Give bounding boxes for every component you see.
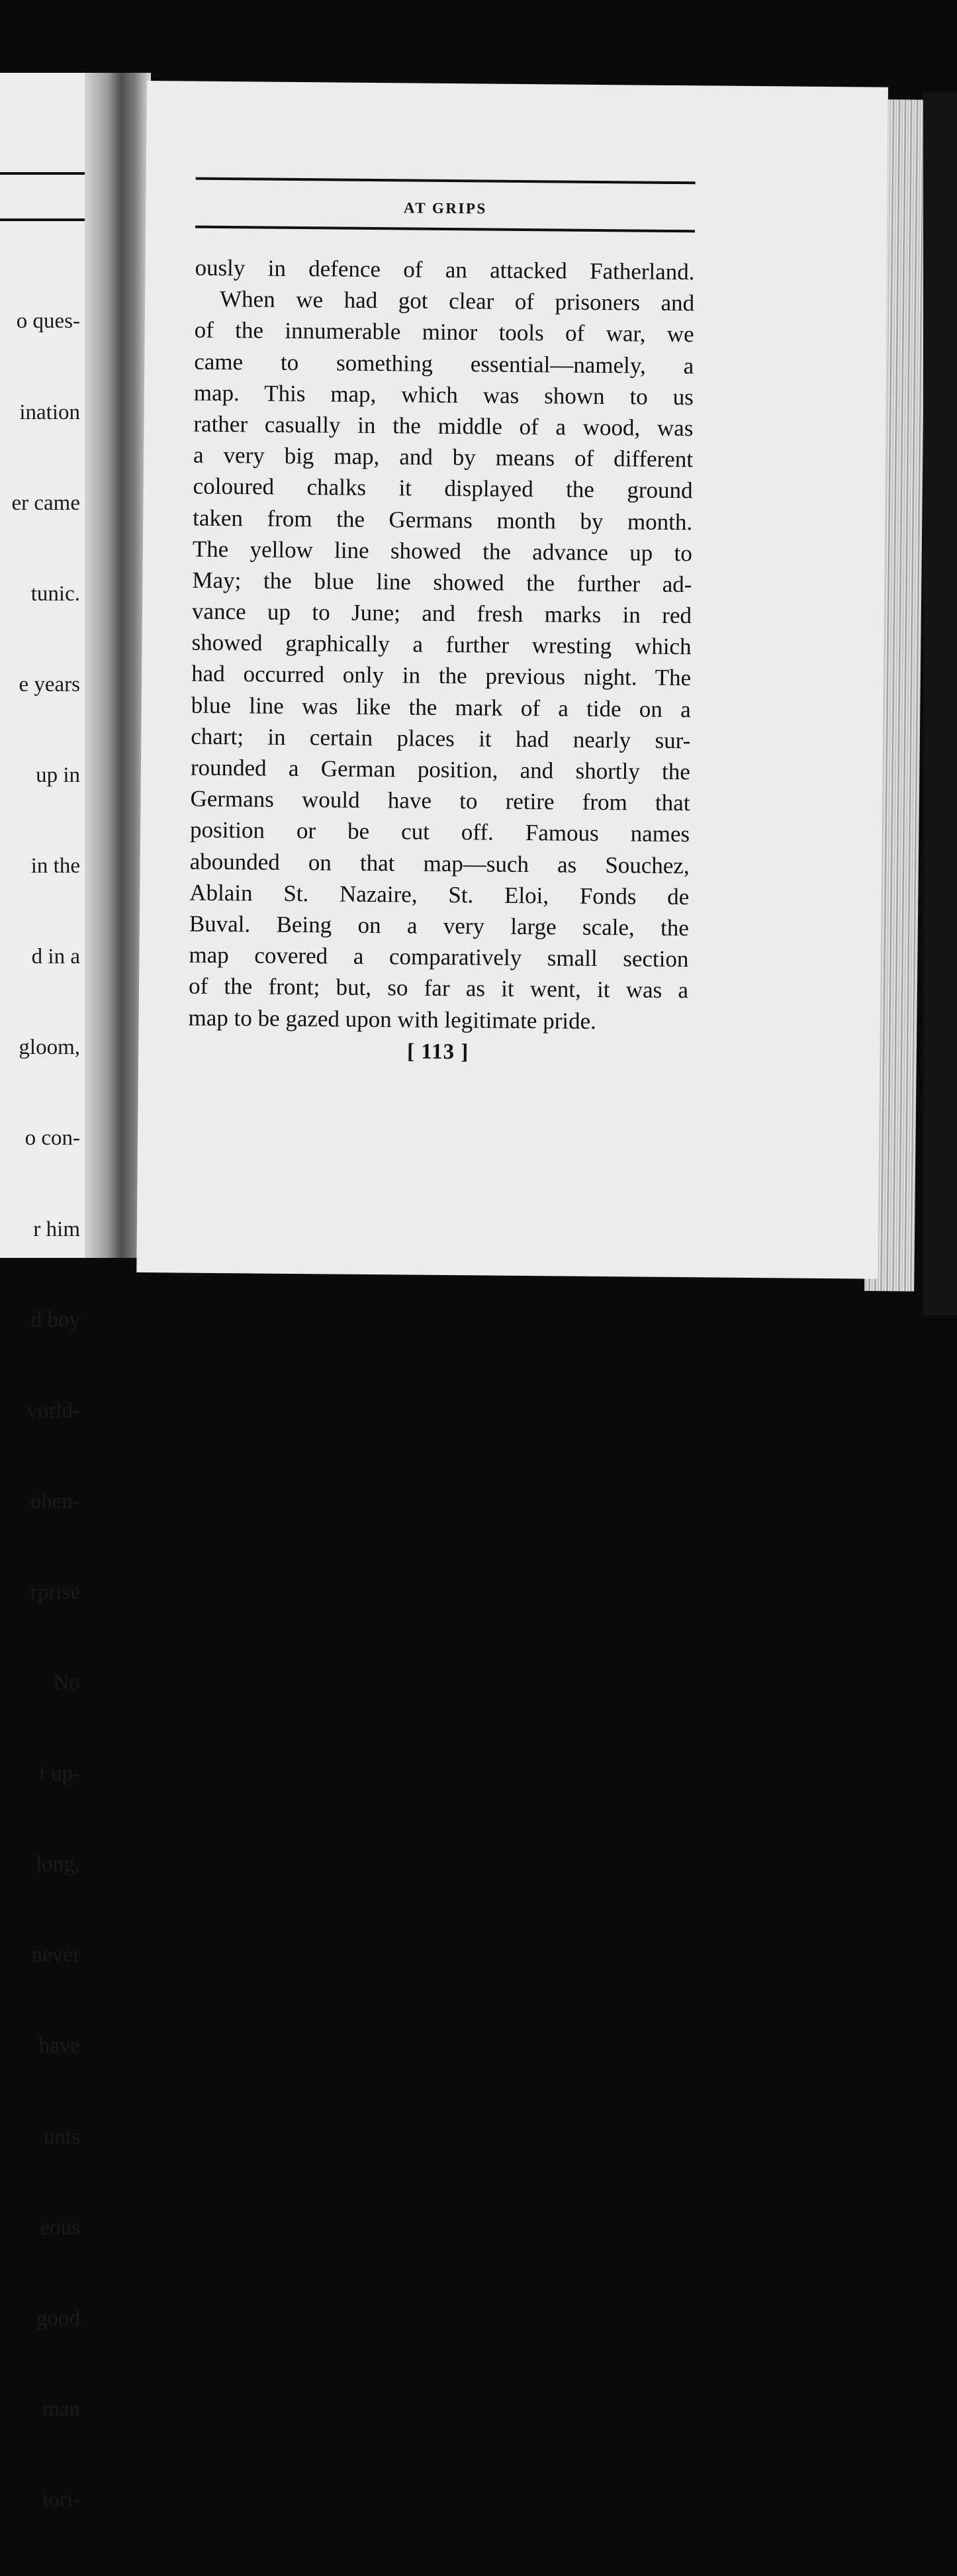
- previous-page-line: ination: [19, 400, 80, 424]
- text-line: Germans would have to retire from that: [190, 785, 690, 816]
- left-header-rule-top: [0, 172, 86, 175]
- previous-page-line: in the: [30, 854, 80, 879]
- previous-page-line: never: [31, 1943, 80, 1968]
- previous-page-line: d boy: [30, 1308, 80, 1332]
- text-line: The yellow line showed the advance up to: [192, 536, 692, 566]
- text-line: taken from the Germans month by month.: [193, 504, 693, 535]
- previous-page-line: e years: [19, 672, 80, 696]
- text-line: chart; in certain places it had nearly sur-: [191, 723, 691, 754]
- previous-page-line: good: [36, 2306, 80, 2330]
- running-head: AT GRIPS: [403, 199, 487, 217]
- text-line: May; the blue line showed the further ad-: [192, 567, 692, 598]
- text-line: position or be cut off. Famous names: [189, 816, 690, 847]
- previous-page-line: er came: [11, 491, 80, 515]
- header-rule-bottom: [195, 226, 695, 233]
- previous-page-line: No: [53, 1671, 80, 1695]
- text-line: of the innumerable minor tools of war, we: [194, 317, 694, 348]
- text-line: had occurred only in the previous night. The: [191, 661, 692, 691]
- text-line: Ablain St. Nazaire, St. Eloi, Fonds de: [189, 879, 690, 910]
- previous-page-line: vorld-: [26, 1398, 80, 1423]
- previous-page-line: o con-: [24, 1126, 80, 1151]
- text-line: a very big map, and by means of different: [193, 442, 694, 473]
- previous-page-text: [12, 246, 81, 2576]
- previous-page-line: long,: [36, 1852, 80, 1877]
- previous-page-line: eous: [40, 2215, 80, 2240]
- text-line: ously in defence of an attacked Fatherland.: [195, 254, 695, 285]
- previous-page-edge: [0, 73, 89, 2512]
- previous-page-line: ohen-: [30, 1489, 80, 1513]
- text-line: Buval. Being on a very large scale, the: [189, 910, 690, 941]
- previous-page-line: tori-: [42, 2488, 80, 2512]
- previous-page-line: up in: [36, 763, 80, 787]
- text-line: of the front; but, so far as it went, it was a: [188, 973, 689, 1004]
- book-page: [136, 81, 888, 1279]
- text-line: showed graphically a further wresting which: [191, 629, 692, 660]
- previous-page-line: gloom,: [19, 1035, 80, 1060]
- text-line: coloured chalks it displayed the ground: [193, 473, 693, 504]
- text-line: map. This map, which was shown to us: [193, 379, 694, 410]
- page-number: [ 113 ]: [406, 1039, 469, 1065]
- previous-page-line: o ques-: [16, 309, 80, 334]
- previous-page-line: r him: [33, 1217, 80, 1241]
- background-edge: [923, 93, 957, 1315]
- text-line: rather casually in the middle of a wood, was: [193, 410, 694, 442]
- text-line: came to something essential—namely, a: [194, 348, 694, 379]
- left-header-rule-bottom: [0, 218, 86, 221]
- previous-page-line: t up-: [39, 1762, 80, 1786]
- text-line: map to be gazed upon with legitimate pride.: [188, 1004, 597, 1034]
- previous-page-line: d in a: [31, 945, 80, 969]
- text-line: When we had got clear of prisoners and: [219, 286, 695, 316]
- text-line: blue line was like the mark of a tide on a: [191, 692, 691, 722]
- header-rule-top: [196, 177, 696, 185]
- previous-page-line: tunic.: [30, 581, 80, 606]
- page-body-text: [188, 252, 694, 1037]
- previous-page-line: rprise: [30, 1580, 80, 1604]
- text-line: map covered a comparatively small section: [189, 941, 689, 973]
- previous-page-line: have: [38, 2034, 80, 2058]
- text-line: rounded a German position, and shortly the: [190, 754, 691, 785]
- previous-page-line: man: [42, 2397, 80, 2421]
- text-line: vance up to June; and fresh marks in red: [191, 598, 692, 629]
- previous-page-line: unts: [43, 2124, 80, 2149]
- text-line: abounded on that map—such as Souchez,: [189, 848, 690, 879]
